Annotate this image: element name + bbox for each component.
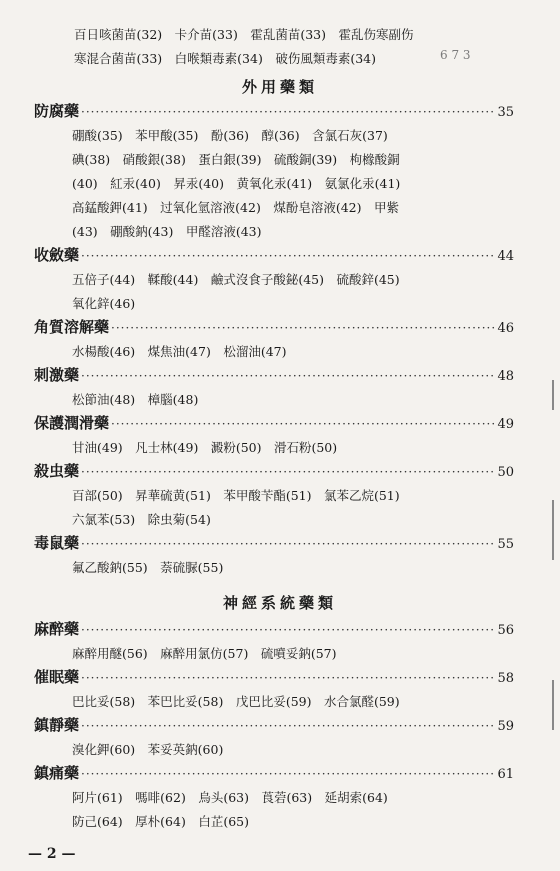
category-title: 防腐藥 (34, 102, 80, 120)
drug-list-line: 碘(38) 硝酸銀(38) 蛋白銀(39) 硫酸銅(39) 枸橼酸銅 (72, 152, 400, 167)
toc-entry[interactable] (34, 412, 514, 436)
drug-list-line: 氟乙酸鈉(55) 萘硫脲(55) (72, 560, 224, 575)
page-number: 48 (497, 369, 514, 384)
dot-leader (111, 321, 495, 335)
continuation-text: 寒混合菌苗(33) 白喉類毒素(34) 破伤風類毒素(34) (74, 51, 376, 66)
drug-list-line: (43) 硼酸鈉(43) 甲醛溶液(43) (72, 224, 262, 239)
category-title: 刺激藥 (34, 366, 80, 384)
page-number: 59 (497, 719, 514, 734)
toc-entry[interactable] (34, 762, 514, 786)
drug-list-line: 水楊酸(46) 煤焦油(47) 松溜油(47) (72, 344, 287, 359)
toc-entry[interactable] (34, 100, 514, 124)
drug-list-line: 阿片(61) 嗎啡(62) 烏头(63) 莨菪(63) 延胡索(64) (72, 790, 388, 805)
drug-list-line: 松節油(48) 樟腦(48) (72, 392, 199, 407)
category-title: 收斂藥 (34, 246, 80, 264)
drug-list-line: 麻醉用醚(56) 麻醉用氯仿(57) 硫噴妥鈉(57) (72, 646, 337, 661)
drug-list-line: 五倍子(44) 鞣酸(44) 鹼式沒食子酸鉍(45) 硫酸鋅(45) (72, 272, 400, 287)
drug-list-line: 防己(64) 厚朴(64) 白芷(65) (72, 814, 249, 829)
category-title: 角質溶解藥 (34, 318, 110, 336)
dot-leader (81, 623, 495, 637)
section-heading: 神經系統藥類 (222, 594, 337, 612)
drug-list-line: 溴化鉀(60) 苯妥英鈉(60) (72, 742, 224, 757)
toc-entry[interactable] (34, 460, 514, 484)
page-number: 61 (497, 767, 514, 782)
dot-leader (111, 417, 495, 431)
toc-entry[interactable] (34, 244, 514, 268)
drug-list-line: 高錳酸鉀(41) 过氧化氫溶液(42) 煤酚皂溶液(42) 甲紫 (72, 200, 399, 215)
drug-list-line: 氧化鋅(46) (72, 296, 136, 311)
page-number: 35 (497, 105, 514, 120)
category-title: 鎮痛藥 (34, 764, 80, 782)
toc-entry[interactable] (34, 316, 514, 340)
drug-list-line: 甘油(49) 凡士林(49) 澱粉(50) 滑石粉(50) (72, 440, 338, 455)
category-title: 殺虫藥 (34, 462, 80, 480)
continuation-line (0, 48, 560, 70)
scan-edge-mark (552, 680, 554, 730)
section-heading: 外用藥類 (241, 78, 318, 96)
dot-leader (81, 369, 495, 383)
scan-edge-mark (552, 380, 554, 410)
toc-entry[interactable] (34, 532, 514, 556)
scan-edge-mark (552, 500, 554, 560)
category-title: 毒鼠藥 (34, 534, 80, 552)
page-number: 46 (497, 321, 514, 336)
dot-leader (81, 105, 495, 119)
dot-leader (81, 719, 495, 733)
drug-list-line: 六氯苯(53) 除虫菊(54) (72, 512, 211, 527)
page-number: 50 (497, 465, 514, 480)
drug-list-line: (40) 紅汞(40) 昇汞(40) 黄氧化汞(41) 氨氯化汞(41) (72, 176, 401, 191)
toc-entry[interactable] (34, 364, 514, 388)
toc-entry[interactable] (34, 666, 514, 690)
dot-leader (81, 671, 495, 685)
dot-leader (81, 767, 495, 781)
page-number: 44 (497, 249, 514, 264)
dot-leader (81, 537, 495, 551)
dot-leader (81, 249, 495, 263)
page-number: 55 (497, 537, 514, 552)
category-title: 麻醉藥 (34, 620, 80, 638)
toc-entry[interactable] (34, 714, 514, 738)
category-title: 保護潤滑藥 (34, 414, 110, 432)
continuation-line (0, 24, 560, 46)
drug-list-line: 百部(50) 昇華硫黄(51) 苯甲酸苄酯(51) 氯苯乙烷(51) (72, 488, 400, 503)
page-folio: — 2 — (28, 846, 76, 862)
category-title: 催眠藥 (34, 668, 80, 686)
drug-list-line: 硼酸(35) 苯甲酸(35) 酚(36) 醇(36) 含氯石灰(37) (72, 128, 388, 143)
page-number: 49 (497, 417, 514, 432)
continuation-text: 百日咳菌苗(32) 卡介苗(33) 霍乱菌苗(33) 霍乱伤寒副伤 (74, 27, 414, 42)
drug-list-line: 巴比妥(58) 苯巴比妥(58) 戊巴比妥(59) 水合氯醛(59) (72, 694, 400, 709)
toc-entry[interactable] (34, 618, 514, 642)
dot-leader (81, 465, 495, 479)
stamp-mark: 6 7 3 (440, 48, 471, 62)
category-title: 鎮靜藥 (34, 716, 80, 734)
page-number: 56 (497, 623, 514, 638)
page-number: 58 (497, 671, 514, 686)
